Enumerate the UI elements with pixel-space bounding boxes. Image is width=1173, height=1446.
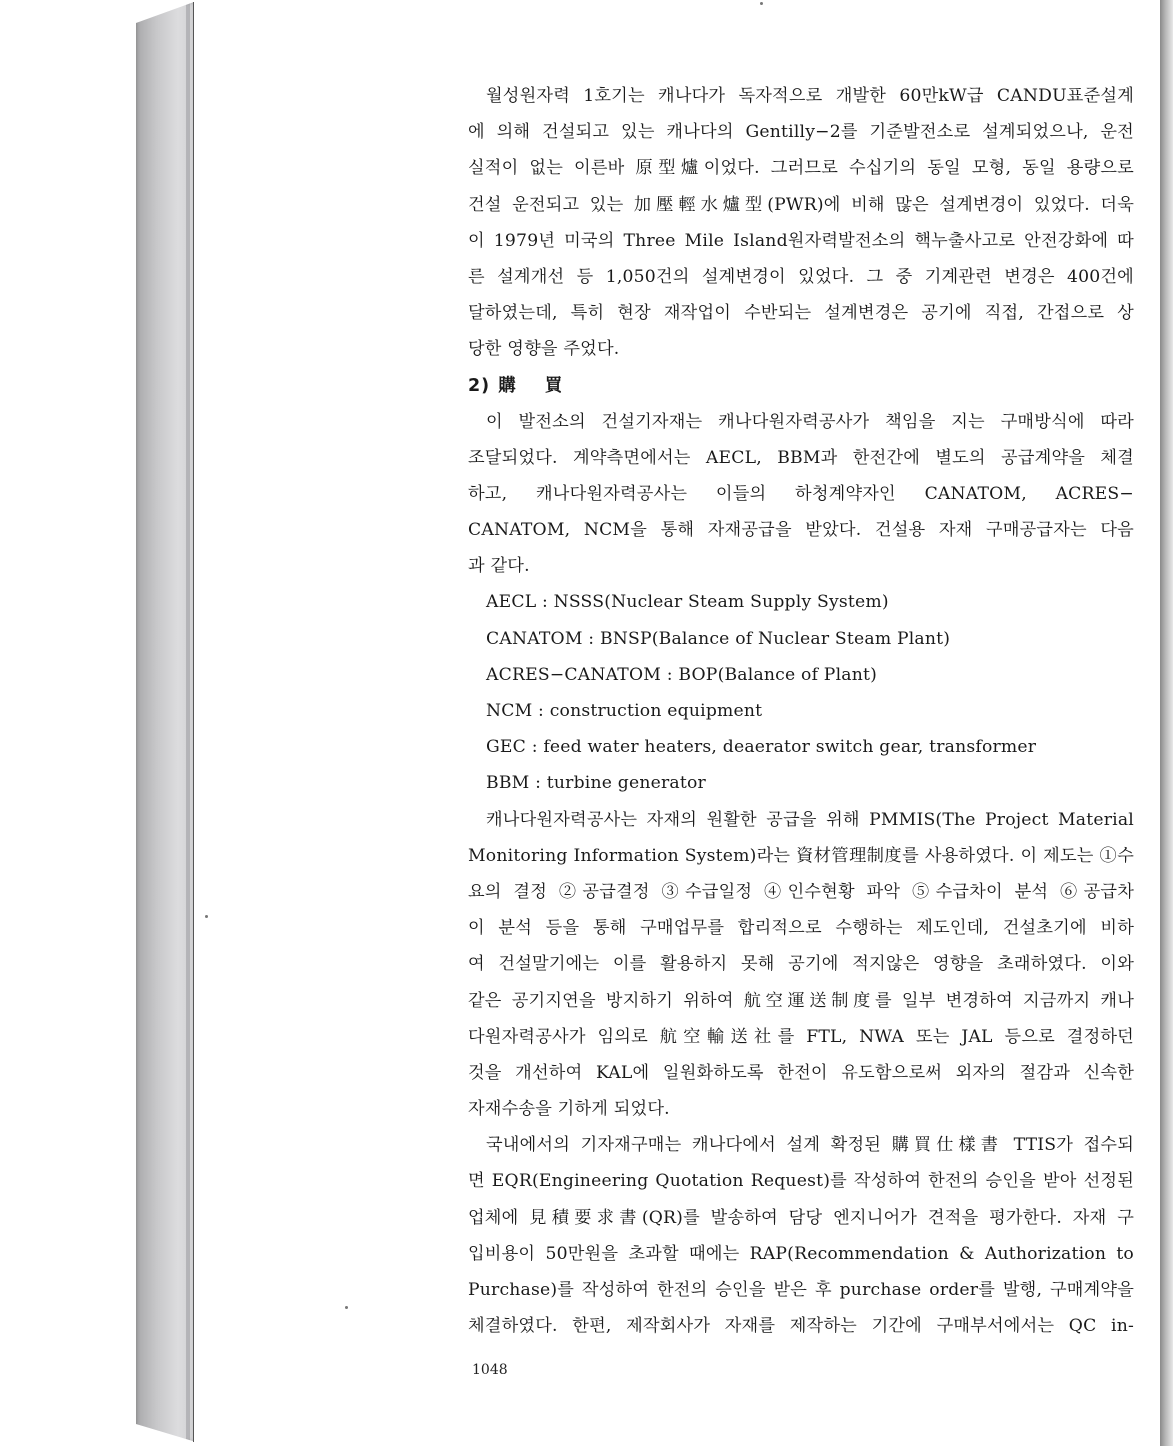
- text-line: 입비용이 50만원을 초과할 때에는 RAP(Recommendation & Authorization to: [468, 1243, 1134, 1264]
- text-line: 건설 운전되고 있는 加壓輕水爐型(PWR)에 비해 많은 설계변경이 있었다. 더욱: [468, 194, 1134, 215]
- text-line: 이 발전소의 건설기자재는 캐나다원자력공사가 책임을 지는 구매방식에 따라: [486, 411, 1134, 432]
- text-line: Monitoring Information System)라는 資材管理制度를 사용하였다. 이 제도는 ①수: [468, 845, 1134, 866]
- scan-speck: [345, 1306, 348, 1309]
- book-page-edges: [136, 2, 196, 1442]
- text-line: 체결하였다. 한편, 제작회사가 자재를 제작하는 기간에 구매부서에서는 QC in-: [468, 1316, 1134, 1337]
- text-line: 업체에 見積要求書(QR)를 발송하여 담당 엔지니어가 견적을 평가한다. 자재 구: [468, 1207, 1134, 1228]
- text-line: 에 의해 건설되고 있는 캐나다의 Gentilly−2를 기준발전소로 설계되었으나, 운전: [468, 122, 1134, 143]
- text-line: 자재수송을 기하게 되었다.: [468, 1099, 670, 1120]
- paragraph-2: [468, 404, 1134, 585]
- scan-speck: [760, 2, 763, 5]
- paragraph-4: [468, 1127, 1134, 1344]
- text-line: 실적이 없는 이른바 原型爐이었다. 그러므로 수십기의 동일 모형, 동일 용량으로: [468, 158, 1134, 179]
- body-text: [468, 78, 1134, 1344]
- list-item: GEC : feed water heaters, deaerator switch gear, transformer: [486, 737, 1037, 758]
- section-heading: [468, 368, 1134, 404]
- text-line: 조달되었다. 계약측면에서는 AECL, BBM과 한전간에 별도의 공급계약을 체결: [468, 447, 1134, 468]
- section-title-char: 購: [498, 375, 517, 396]
- supplier-list: [468, 584, 1134, 801]
- list-item: AECL : NSSS(Nuclear Steam Supply System): [486, 592, 889, 613]
- page-number: 1048: [472, 1362, 508, 1378]
- text-line: 월성원자력 1호기는 캐나다가 독자적으로 개발한 60만kW급 CANDU표준설계: [486, 86, 1134, 106]
- text-line: 다원자력공사가 임의로 航空輸送社를 FTL, NWA 또는 JAL 등으로 결정하던: [468, 1026, 1134, 1047]
- text-line: 당한 영향을 주었다.: [468, 339, 620, 360]
- text-line: Purchase)를 작성하여 한전의 승인을 받은 후 purchase order를 발행, 구매계약을: [468, 1280, 1134, 1300]
- text-line: 여 건설말기에는 이를 활용하지 못해 공기에 적지않은 영향을 초래하였다. 이와: [468, 954, 1134, 975]
- list-item: ACRES−CANATOM : BOP(Balance of Plant): [486, 664, 877, 685]
- text-line: 같은 공기지연을 방지하기 위하여 航空運送制度를 일부 변경하여 지금까지 캐나: [468, 990, 1134, 1011]
- section-title-char: 買: [544, 375, 564, 396]
- text-line: 달하였는데, 특히 현장 재작업이 수반되는 설계변경은 공기에 직접, 간접으로 상: [468, 303, 1134, 324]
- paragraph-3: [468, 802, 1134, 1128]
- list-item: CANATOM : BNSP(Balance of Nuclear Steam Plant): [486, 628, 951, 649]
- page-right-shadow: [1160, 0, 1173, 1446]
- text-line: 요의 결정 ②공급결정 ③수급일정 ④인수현황 파악 ⑤수급차이 분석 ⑥공급차: [468, 881, 1134, 902]
- text-line: 이 분석 등을 통해 구매업무를 합리적으로 수행하는 제도인데, 건설초기에 비하: [468, 918, 1134, 939]
- text-line: 캐나다원자력공사는 자재의 원활한 공급을 위해 PMMIS(The Project Material: [486, 809, 1134, 830]
- text-line: 하고, 캐나다원자력공사는 이들의 하청계약자인 CANATOM, ACRES−: [468, 483, 1134, 504]
- section-number: 2): [468, 375, 491, 396]
- list-item: NCM : construction equipment: [486, 701, 763, 721]
- paragraph-1: [468, 78, 1134, 368]
- text-line: 과 같다.: [468, 556, 530, 577]
- list-item: BBM : turbine generator: [486, 773, 706, 794]
- text-line: CANATOM, NCM을 통해 자재공급을 받았다. 건설용 자재 구매공급자는 다음: [468, 520, 1134, 541]
- scan-speck: [205, 915, 208, 918]
- text-line: 것을 개선하여 KAL에 일원화하도록 한전이 유도함으로써 외자의 절감과 신속한: [468, 1062, 1134, 1083]
- text-line: 면 EQR(Engineering Quotation Request)를 작성하여 한전의 승인을 받아 선정된: [468, 1171, 1134, 1192]
- text-line: 른 설계개선 등 1,050건의 설계변경이 있었다. 그 중 기계관련 변경은 400건에: [468, 266, 1134, 287]
- text-line: 이 1979년 미국의 Three Mile Island원자력발전소의 핵누출사고로 안전강화에 따: [468, 230, 1134, 251]
- text-line: 국내에서의 기자재구매는 캐나다에서 설계 확정된 購買仕樣書 TTIS가 접수되: [486, 1135, 1134, 1156]
